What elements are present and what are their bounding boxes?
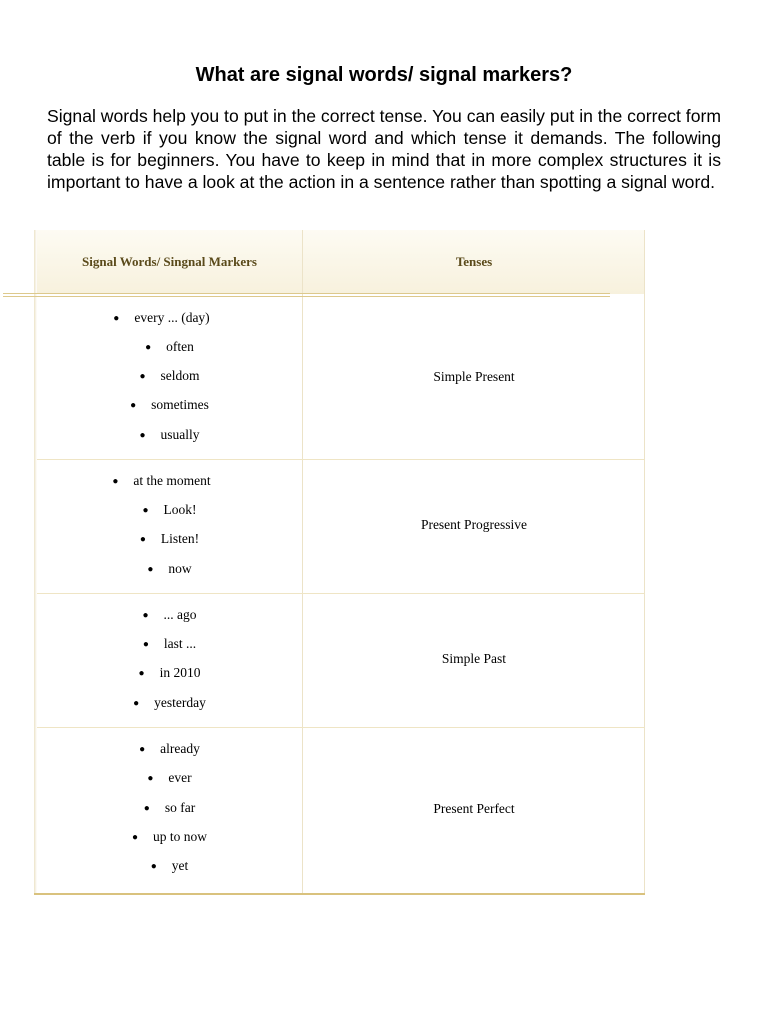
list-item: ● already: [139, 741, 200, 756]
list-item: ● usually: [139, 427, 200, 442]
bullet-icon: ●: [130, 400, 137, 411]
list-item: ● in 2010: [138, 665, 201, 680]
list-item: ● often: [145, 339, 194, 354]
tense-label: Simple Present: [433, 369, 515, 384]
bullet-icon: ●: [147, 564, 154, 575]
bullet-icon: ●: [112, 476, 119, 487]
bullet-icon: ●: [139, 430, 146, 441]
bullet-icon: ●: [139, 371, 146, 382]
list-item: ● ... ago: [142, 607, 197, 622]
header-rule-bottom: [3, 296, 610, 297]
list-item: ● now: [147, 561, 192, 576]
bullet-icon: ●: [139, 534, 146, 545]
list-item: ● yet: [150, 858, 189, 873]
header-rule-top: [3, 293, 610, 294]
signal-words-table: [34, 230, 646, 896]
header-signal-words: Signal Words/ Singnal Markers: [82, 254, 257, 269]
bullet-icon: ●: [139, 744, 146, 755]
tense-label: Present Perfect: [433, 801, 515, 816]
bullet-icon: ●: [133, 698, 140, 709]
bullet-icon: ●: [145, 342, 152, 353]
intro-paragraph: Signal words help you to put in the correct tense. You can easily put in the correct form of the verb if you know the signal word and which tense it demands. The following table is for beginners. You have to keep in mind that in more complex structures it is important to have a look at the action in a sentence rather than spotting a signal word.: [47, 106, 721, 192]
bullet-icon: ●: [147, 773, 154, 784]
right-border: [644, 230, 645, 894]
list-item: ● Look!: [142, 502, 197, 517]
list-item: ● up to now: [131, 829, 208, 844]
tense-label: Simple Past: [441, 651, 507, 666]
list-item: ● yesterday: [133, 695, 206, 710]
list-item: ● at the moment: [112, 473, 211, 488]
list-item: ● Listen!: [139, 531, 200, 546]
bullet-icon: ●: [150, 861, 157, 872]
list-item: ● seldom: [139, 368, 200, 383]
row-divider: [37, 459, 644, 460]
bullet-icon: ●: [131, 832, 139, 843]
table-header: [37, 230, 644, 294]
header-tenses: Tenses: [455, 254, 493, 269]
bullet-icon: ●: [142, 610, 149, 621]
list-item: ● sometimes: [130, 397, 209, 412]
bullet-icon: ●: [143, 803, 150, 814]
table-bottom-rule: [34, 893, 645, 895]
bullet-icon: ●: [142, 639, 149, 650]
page-title: What are signal words/ signal markers?: [195, 64, 573, 86]
bullet-icon: ●: [113, 313, 120, 324]
list-item: ● so far: [143, 800, 196, 815]
list-item: ● last ...: [142, 636, 197, 651]
bullet-icon: ●: [142, 505, 149, 516]
row-divider: [37, 593, 644, 594]
list-item: ● ever: [147, 770, 192, 785]
tense-label: Present Progressive: [420, 517, 528, 532]
column-divider: [302, 230, 303, 894]
row-divider: [37, 727, 644, 728]
bullet-icon: ●: [138, 668, 145, 679]
list-item: ● every ... (day): [113, 310, 210, 325]
